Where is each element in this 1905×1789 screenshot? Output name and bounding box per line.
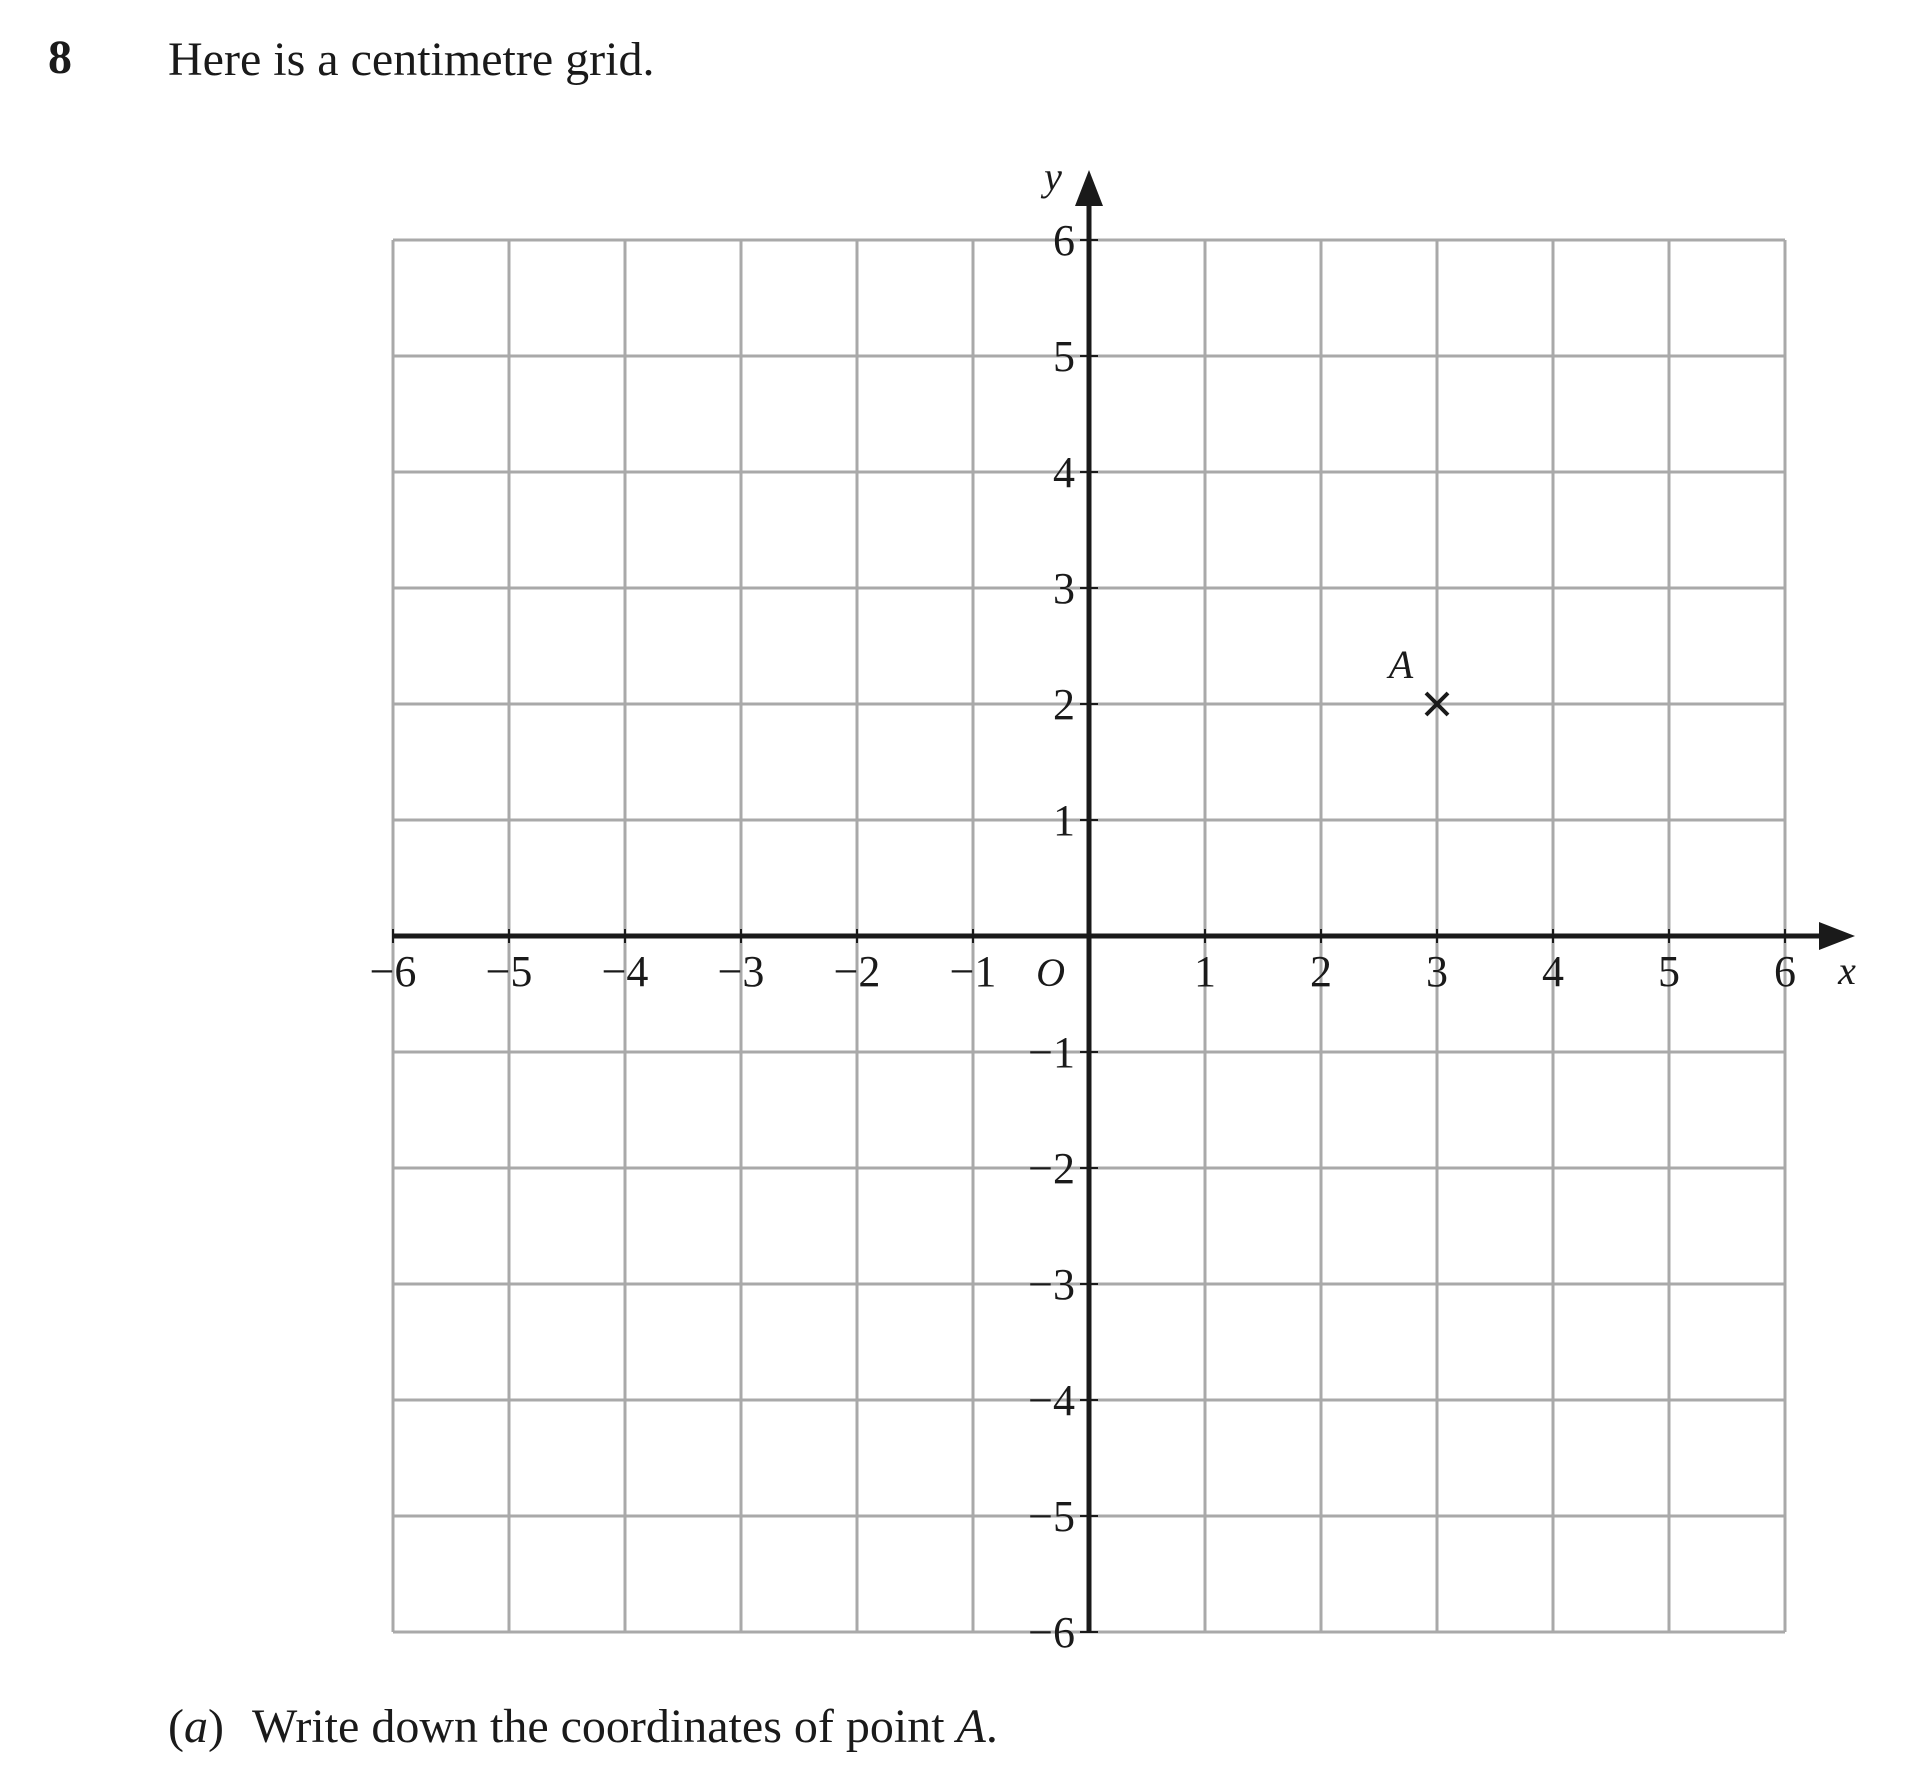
part-a-point-name: A [956, 1700, 986, 1753]
y-tick-label: 4 [1053, 448, 1075, 497]
y-tick-label: −3 [1028, 1260, 1075, 1309]
part-a-question: (a) Write down the coordinates of point A. [168, 1700, 998, 1753]
x-tick-label: 2 [1310, 947, 1332, 996]
x-tick-label: 5 [1658, 947, 1680, 996]
x-tick-label: 3 [1426, 947, 1448, 996]
y-tick-label: 5 [1053, 332, 1075, 381]
x-tick-label: 4 [1542, 947, 1564, 996]
y-tick-label: −1 [1028, 1028, 1075, 1077]
y-tick-label: 1 [1053, 796, 1075, 845]
y-tick-label: −4 [1028, 1376, 1075, 1425]
x-tick-label: −3 [717, 947, 765, 996]
x-tick-label: 6 [1774, 947, 1796, 996]
x-axis-label: x [1838, 948, 1856, 993]
part-a-text: Write down the coordinates of point [251, 1700, 957, 1753]
x-tick-label: −4 [601, 947, 649, 996]
point-a-label: A [1388, 642, 1414, 687]
y-axis-arrow-icon [1075, 170, 1103, 206]
y-tick-label: 6 [1053, 216, 1075, 265]
y-tick-label: −6 [1028, 1608, 1075, 1657]
origin-label: O [1036, 950, 1065, 995]
y-tick-label: −5 [1028, 1492, 1075, 1541]
y-axis-label: y [1044, 154, 1062, 199]
x-tick-label: −5 [485, 947, 533, 996]
y-tick-label: 2 [1053, 680, 1075, 729]
question-number: 8 [48, 31, 72, 84]
axes [393, 170, 1855, 1632]
y-tick-label: 3 [1053, 564, 1075, 613]
x-tick-label: −1 [949, 947, 997, 996]
x-tick-label: 1 [1194, 947, 1216, 996]
x-tick-label: −6 [369, 947, 417, 996]
x-tick-label: −2 [833, 947, 881, 996]
question-text: Here is a centimetre grid. [168, 33, 655, 86]
tick-labels [370, 154, 1857, 1657]
y-tick-label: −2 [1028, 1144, 1075, 1193]
part-a-label: (a) [168, 1700, 224, 1753]
x-axis-arrow-icon [1819, 922, 1855, 950]
